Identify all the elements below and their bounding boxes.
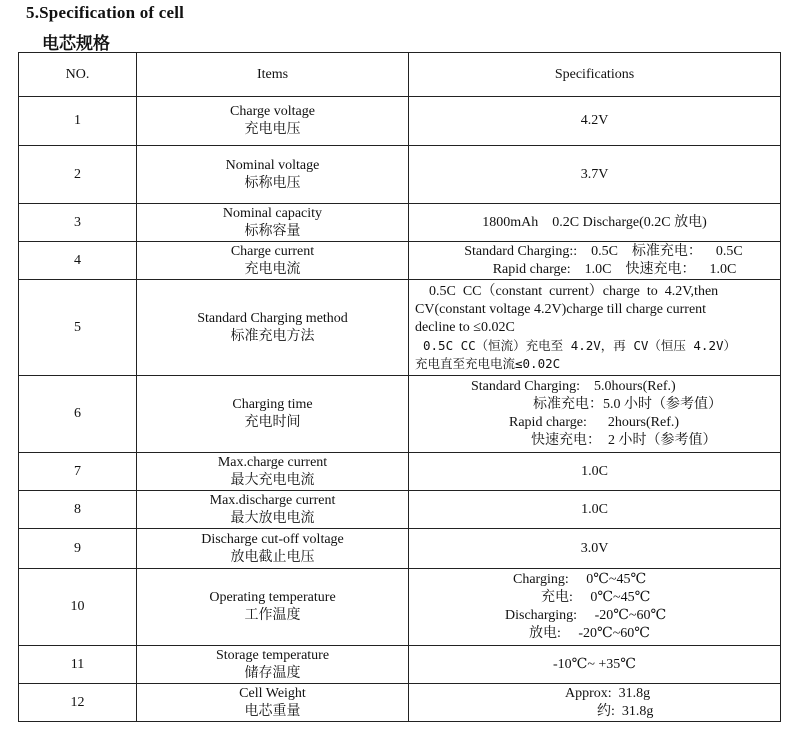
- spec-line: Rapid charge: 2hours(Ref.): [509, 415, 680, 430]
- spec-line: 1800mAh 0.2C Discharge(0.2C 放电): [482, 214, 707, 230]
- spec-line: 充电: 0℃~45℃: [541, 590, 651, 605]
- item-chinese: 充电电流: [244, 261, 301, 277]
- item-english: Max.charge current: [217, 454, 328, 470]
- item-cell: [137, 146, 409, 204]
- spec-line: Standard Charging: 5.0hours(Ref.): [471, 379, 676, 394]
- item-chinese: 充电电压: [244, 122, 301, 137]
- item-cell: [137, 97, 409, 146]
- item-cell: [137, 453, 409, 491]
- table-row: [19, 280, 781, 376]
- specification-table: [18, 52, 781, 722]
- row-number: 1: [19, 97, 137, 146]
- item-cell: [137, 491, 409, 529]
- header-no: NO.: [19, 53, 137, 97]
- item-chinese: 标准充电方法: [230, 328, 315, 344]
- item-english: Charging time: [232, 397, 313, 412]
- spec-cell: [409, 684, 781, 722]
- item-english: Nominal capacity: [222, 205, 323, 221]
- spec-line: Rapid charge: 1.0C 快速充电： 1.0C: [492, 261, 737, 277]
- item-english: Storage temperature: [215, 647, 330, 663]
- spec-cell: [409, 569, 781, 646]
- item-english: Operating temperature: [209, 590, 336, 605]
- spec-cell: [409, 204, 781, 242]
- row-number: 5: [19, 280, 137, 376]
- spec-line: 放电: -20℃~60℃: [529, 626, 650, 641]
- spec-cell: [409, 646, 781, 684]
- table-row: [19, 146, 781, 204]
- spec-cell: [409, 97, 781, 146]
- header-specifications: Specifications: [409, 53, 781, 97]
- item-cell: [137, 204, 409, 242]
- item-cell: [137, 529, 409, 569]
- table-row: [19, 684, 781, 722]
- item-chinese: 工作温度: [244, 608, 301, 623]
- row-number: 4: [19, 242, 137, 280]
- row-number: 11: [19, 646, 137, 684]
- spec-line: CV(constant voltage 4.2V)charge till charge current: [415, 301, 707, 317]
- spec-line: 1.0C: [581, 463, 608, 479]
- item-english: Cell Weight: [239, 685, 306, 701]
- item-chinese: 放电截止电压: [230, 549, 315, 565]
- row-number: 2: [19, 146, 137, 204]
- spec-line: 3.7V: [580, 166, 609, 182]
- spec-line: 0.5C CC（恒流）充电至 4.2V，再 CV（恒压 4.2V）: [423, 337, 737, 353]
- item-chinese: 最大充电电流: [230, 472, 315, 488]
- table-row: [19, 646, 781, 684]
- item-english: Charge current: [230, 243, 315, 259]
- spec-line: Standard Charging:: 0.5C 标准充电： 0.5C: [464, 243, 743, 259]
- item-chinese: 最大放电电流: [230, 510, 315, 526]
- row-number: 9: [19, 529, 137, 569]
- spec-cell: [409, 376, 781, 453]
- spec-line: Approx: 31.8g: [565, 685, 651, 701]
- table-row: [19, 529, 781, 569]
- table-row: [19, 97, 781, 146]
- spec-line: 4.2V: [580, 113, 609, 128]
- item-chinese: 标称容量: [244, 223, 301, 239]
- item-english: Charge voltage: [230, 104, 315, 119]
- spec-line: 约: 31.8g: [597, 703, 654, 719]
- spec-cell: [409, 491, 781, 529]
- item-chinese: 标称电压: [244, 175, 301, 191]
- spec-line: Discharging: -20℃~60℃: [505, 608, 667, 623]
- spec-cell: [409, 146, 781, 204]
- spec-line: Charging: 0℃~45℃: [513, 572, 647, 587]
- item-cell: [137, 646, 409, 684]
- section-heading: 5.Specification of cell: [26, 3, 185, 22]
- spec-line: 快速充电： 2 小时（参考值）: [531, 433, 717, 448]
- row-number: 7: [19, 453, 137, 491]
- item-english: Nominal voltage: [225, 157, 320, 173]
- table-row: [19, 376, 781, 453]
- item-chinese: 电芯重量: [244, 703, 301, 719]
- row-number: 8: [19, 491, 137, 529]
- spec-line: 充电直至充电电流≤0.02C: [415, 355, 561, 371]
- row-number: 6: [19, 376, 137, 453]
- item-cell: [137, 242, 409, 280]
- item-chinese: 充电时间: [244, 415, 301, 430]
- spec-line: 1.0C: [581, 501, 608, 517]
- spec-cell: [409, 453, 781, 491]
- item-cell: [137, 280, 409, 376]
- spec-line: 标准充电：5.0 小时（参考值）: [533, 397, 722, 412]
- item-cell: [137, 684, 409, 722]
- spec-cell: [409, 242, 781, 280]
- spec-cell: [409, 280, 781, 376]
- spec-line: -10℃~ +35℃: [553, 656, 636, 672]
- item-english: Standard Charging method: [197, 310, 348, 326]
- item-english: Max.discharge current: [209, 492, 336, 508]
- row-number: 3: [19, 204, 137, 242]
- item-cell: [137, 569, 409, 646]
- table-row: [19, 242, 781, 280]
- spec-line: decline to ≤0.02C: [415, 319, 515, 335]
- table-row: [19, 453, 781, 491]
- table-row: [19, 204, 781, 242]
- table-row: [19, 569, 781, 646]
- row-number: 12: [19, 684, 137, 722]
- item-english: Discharge cut-off voltage: [201, 531, 344, 547]
- spec-cell: [409, 529, 781, 569]
- item-cell: [137, 376, 409, 453]
- spec-line: 3.0V: [580, 540, 609, 556]
- table-header-row: [19, 53, 781, 97]
- row-number: 10: [19, 569, 137, 646]
- item-chinese: 储存温度: [244, 665, 301, 681]
- spec-line: 0.5C CC（constant current）charge to 4.2V,then: [429, 283, 719, 299]
- header-items: Items: [137, 53, 409, 97]
- table-row: [19, 491, 781, 529]
- section-subheading: 电芯规格: [42, 34, 110, 53]
